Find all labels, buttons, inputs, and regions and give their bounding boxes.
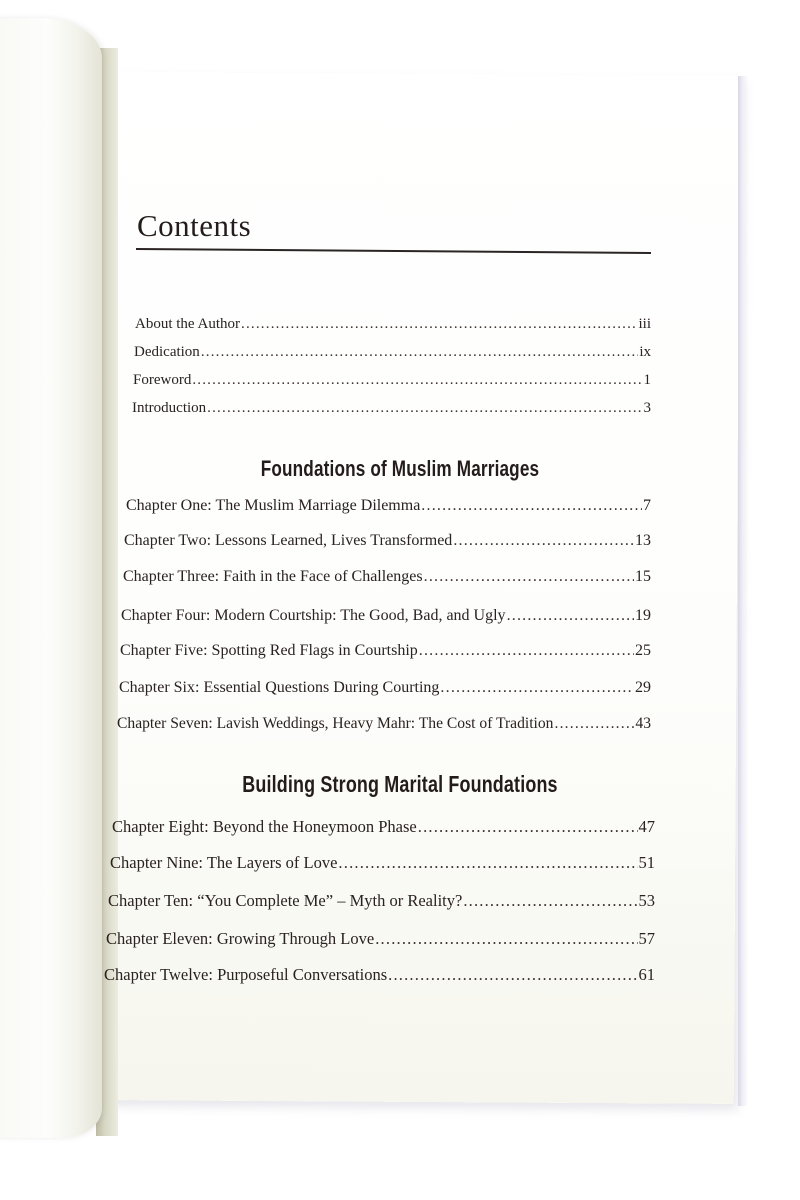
toc-entry-label: Chapter Two: Lessons Learned, Lives Transformed — [124, 532, 453, 549]
toc-page-number: 53 — [638, 891, 655, 910]
toc-entry-label: Chapter Three: Faith in the Face of Challenges — [123, 568, 423, 585]
toc-entry-label: Chapter Eight: Beyond the Honeymoon Phase — [112, 817, 417, 836]
dot-leader — [421, 497, 642, 515]
dot-leader — [463, 891, 637, 911]
toc-entry-chapter — [117, 715, 651, 733]
toc-page-number: 61 — [638, 965, 655, 984]
toc-page-number: 13 — [635, 532, 651, 549]
dot-leader — [419, 642, 634, 660]
toc-entry-chapter — [121, 607, 651, 625]
toc-page-number: 3 — [643, 400, 651, 416]
toc-entry-chapter — [104, 965, 655, 985]
toc-entry-chapter — [106, 929, 655, 949]
dot-leader — [375, 929, 637, 949]
toc-page-number: 43 — [635, 715, 651, 732]
toc-entry-chapter — [124, 532, 651, 550]
toc-page-number: 1 — [643, 372, 651, 388]
dot-leader — [453, 532, 634, 550]
toc-page-number: 19 — [635, 607, 651, 624]
toc-entry-label: Chapter Ten: “You Complete Me” – Myth or Reality? — [108, 891, 463, 910]
toc-page-number: 25 — [635, 642, 651, 659]
toc-entry-label: Chapter Twelve: Purposeful Conversations — [104, 965, 388, 984]
toc-page-number: 51 — [638, 853, 655, 872]
dot-leader — [388, 965, 637, 985]
toc-entry-label: Chapter Seven: Lavish Weddings, Heavy Mahr: The Cost of Tradition — [117, 715, 554, 732]
dot-leader — [554, 715, 634, 733]
toc-entry-label: Chapter Six: Essential Questions During Courting — [119, 679, 440, 696]
dot-leader — [192, 372, 642, 389]
toc-entry-label: Chapter Eleven: Growing Through Love — [106, 929, 375, 948]
toc-entry-foreword — [133, 372, 651, 389]
dot-leader — [201, 344, 639, 361]
dot-leader — [418, 817, 638, 837]
toc-entry-chapter — [120, 642, 651, 660]
toc-entry-label: Chapter Five: Spotting Red Flags in Courtship — [120, 642, 418, 659]
dot-leader — [241, 316, 637, 333]
toc-page-number: iii — [638, 316, 651, 332]
dot-leader — [507, 607, 634, 625]
toc-page-number: 7 — [643, 497, 651, 514]
dot-leader — [424, 568, 634, 586]
toc-entry-chapter — [108, 891, 655, 911]
section-heading: Building Strong Marital Foundations — [242, 771, 558, 797]
title-underline — [136, 248, 651, 254]
toc-entry-label: Chapter Nine: The Layers of Love — [110, 853, 338, 872]
toc-entry-label: Chapter Four: Modern Courtship: The Good, Bad, and Ugly — [121, 607, 506, 624]
dot-leader — [338, 853, 637, 873]
dot-leader — [207, 400, 642, 417]
toc-entry-chapter — [110, 853, 655, 873]
toc-entry-label: Dedication — [134, 344, 200, 360]
toc-entry-label: Introduction — [132, 400, 207, 416]
dot-leader — [440, 679, 634, 697]
toc-page-number: 47 — [638, 817, 655, 836]
toc-entry-label: Foreword — [133, 372, 192, 388]
toc-entry-introduction — [132, 400, 651, 417]
section-heading: Foundations of Muslim Marriages — [260, 456, 540, 481]
toc-page-number: ix — [639, 344, 651, 360]
toc-entry-label: About the Author — [135, 316, 240, 332]
toc-entry-label: Chapter One: The Muslim Marriage Dilemma — [126, 497, 421, 514]
toc-page-number: 57 — [638, 929, 655, 948]
toc-entry-chapter — [119, 679, 651, 697]
page-title: Contents — [137, 208, 252, 243]
toc-entry-dedication — [134, 344, 651, 361]
toc-page-number: 15 — [635, 568, 651, 585]
toc-page-number: 29 — [635, 679, 651, 696]
toc-entry-chapter — [123, 568, 651, 586]
toc-entry-chapter — [112, 817, 655, 837]
toc-entry-chapter — [126, 497, 651, 515]
toc-entry-about-author — [135, 316, 651, 333]
